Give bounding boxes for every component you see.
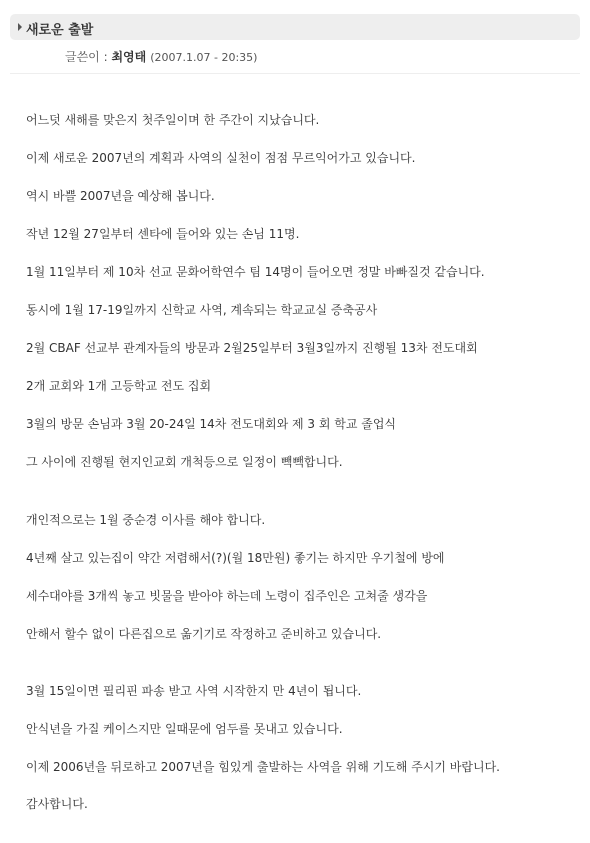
post-title: 새로운 출발 — [26, 23, 94, 38]
post-title-bar — [10, 14, 580, 40]
post-meta — [65, 48, 257, 65]
body-line: 어느덧 새해를 맞은지 첫주일이며 한 주간이 지났습니다. — [26, 113, 320, 127]
body-line: 감사합니다. — [26, 797, 88, 811]
body-line: 2개 교회와 1개 고등학교 전도 집회 — [26, 379, 212, 393]
body-line: 역시 바쁠 2007년을 예상해 봅니다. — [26, 189, 215, 203]
meta-divider — [10, 73, 580, 74]
body-line: 2월 CBAF 선교부 관계자들의 방문과 2월25일부터 3월3일까지 진행될 13차 전도대회 — [26, 341, 478, 355]
body-line: 1월 11일부터 제 10차 선교 문화어학연수 팀 14명이 들어오면 정말 바빠질것 같습니다. — [26, 265, 485, 279]
body-line: 3월의 방문 손님과 3월 20-24일 14차 전도대회와 제 3 회 학교 졸업식 — [26, 417, 397, 431]
body-line: 안해서 할수 없이 다른집으로 옮기기로 작정하고 준비하고 있습니다. — [26, 627, 382, 641]
author-name: 최영태 — [111, 50, 147, 64]
body-line: 그 사이에 진행될 현지인교회 개척등으로 일정이 빽빽합니다. — [26, 455, 343, 469]
body-line: 동시에 1월 17-19일까지 신학교 사역, 계속되는 학교교실 증축공사 — [26, 303, 378, 317]
post-date: (2007.1.07 - 20:35) — [150, 51, 258, 64]
body-line: 이제 새로운 2007년의 계획과 사역의 실천이 점점 무르익어가고 있습니다. — [26, 151, 416, 165]
body-line: 개인적으로는 1월 중순경 이사를 해야 합니다. — [26, 513, 266, 527]
bullet-arrow-icon — [18, 23, 22, 31]
body-line: 3월 15일이면 필리핀 파송 받고 사역 시작한지 만 4년이 됩니다. — [26, 684, 362, 698]
body-line: 4년째 살고 있는집이 약간 저렴해서(?)(월 18만원) 좋기는 하지만 우기철에 방에 — [26, 551, 445, 565]
author-label: 글쓴이 : — [65, 50, 112, 64]
body-line: 이제 2006년을 뒤로하고 2007년을 힘있게 출발하는 사역을 위해 기도해 주시기 바랍니다. — [26, 760, 500, 774]
body-line: 안식년을 가질 케이스지만 일때문에 엄두를 못내고 있습니다. — [26, 722, 343, 736]
body-line: 세수대야를 3개씩 놓고 빗물을 받아야 하는데 노령이 집주인은 고쳐줄 생각을 — [26, 589, 428, 603]
body-line: 작년 12월 27일부터 센타에 들어와 있는 손님 11명. — [26, 227, 300, 241]
